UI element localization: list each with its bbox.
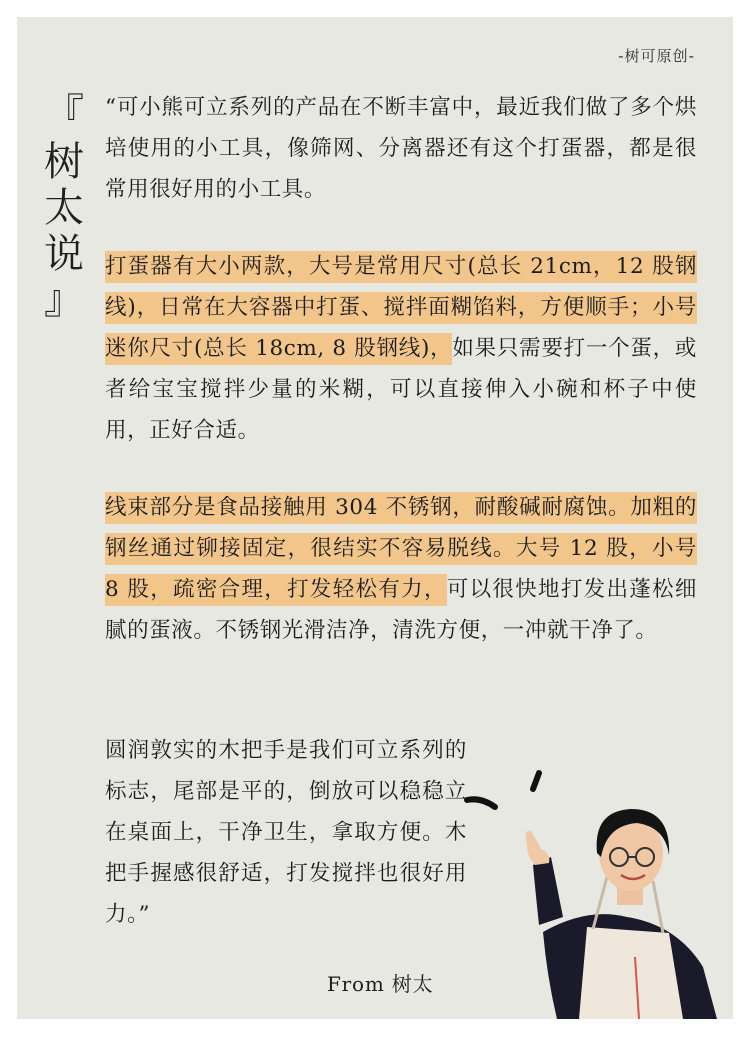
paragraph-material-rest: 可以很快地打发出蓬松细腻的蛋液。不锈钢光滑洁净，清洗方便，一冲就干净了。 <box>105 577 697 643</box>
highlight-sizes: 打蛋器有大小两款，大号是常用尺寸(总长 21cm，12 股钢线)，日常在大容器中打蛋、搅拌面糊馅料，方便顺手；小号迷你尺寸(总长 18cm, 8 股钢线)， <box>105 251 697 365</box>
pointing-hand <box>526 831 550 865</box>
accent-mark-1 <box>467 799 495 807</box>
highlight-material: 线束部分是食品接触用 304 不锈钢，耐酸碱耐腐蚀。加粗的钢丝通过铆接固定，很结实不容易脱线。大号 12 股，小号 8 股，疏密合理，打发轻松有力， <box>105 492 697 606</box>
accent-mark-2 <box>533 773 539 789</box>
raised-arm <box>533 857 563 925</box>
apron <box>579 927 683 1019</box>
title-char-2: 太 <box>44 185 84 231</box>
paragraph-handle: 圆润敦实的木把手是我们可立系列的标志，尾部是平的，倒放可以稳稳立在桌面上，干净卫生，拿取方便。木把手握感很舒适，打发搅拌也很好用力。” <box>105 738 467 927</box>
credit-label: -树可原创- <box>618 47 695 65</box>
vertical-title <box>39 91 89 323</box>
title-char-3: 说 <box>44 231 84 277</box>
paragraph-sizes <box>105 246 697 451</box>
article-card <box>17 17 733 1019</box>
paragraph-sizes-rest: 如果只需要打一个蛋，或者给宝宝搅拌少量的米糊，可以直接伸入小碗和杯子中使用，正好合适。 <box>105 336 697 443</box>
title-open-bracket: 『 <box>44 91 84 137</box>
author-photo <box>447 757 733 1019</box>
signature: From 树太 <box>327 972 434 996</box>
paragraph-intro: “可小熊可立系列的产品在不断丰富中，最近我们做了多个烘培使用的小工具，像筛网、分离器还有这个打蛋器，都是很常用很好用的小工具。 <box>105 95 697 202</box>
title-char-1: 树 <box>44 139 84 185</box>
title-close-bracket: 』 <box>44 277 84 323</box>
paragraph-material <box>105 487 697 651</box>
